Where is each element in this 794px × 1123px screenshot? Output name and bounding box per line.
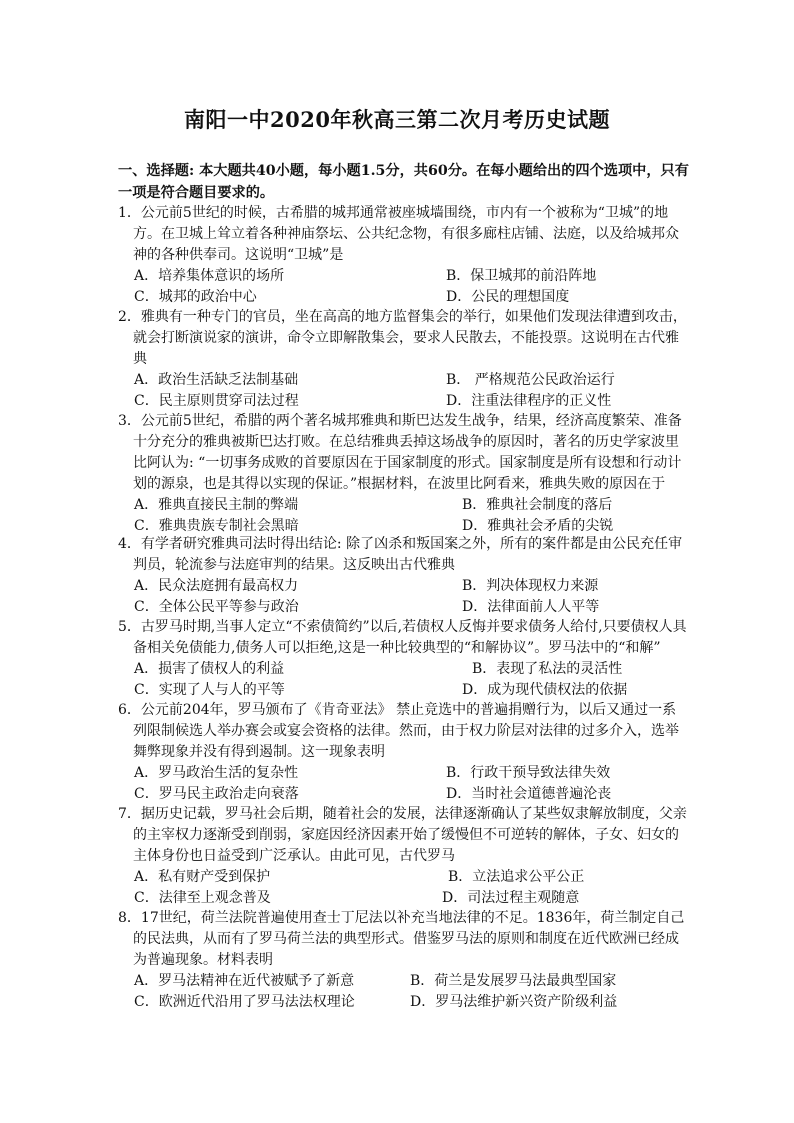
- question-8: [118, 908, 690, 1013]
- question-stem: 4．有学者研究雅典司法时得出结论: 除了凶杀和叛国案之外，所有的案件都是由公民充任审判员，轮流参与法庭审判的结果。这反映出古代雅典: [118, 536, 683, 573]
- option-b: B．表现了私法的灵活性: [472, 661, 623, 677]
- option-d: D．法律面前人人平等: [462, 599, 600, 615]
- option-b: B．保卫城邦的前沿阵地: [446, 268, 597, 284]
- option-a: A．罗马法精神在近代被赋予了新意: [134, 973, 355, 989]
- question-stem: 2．雅典有一种专门的官员，坐在高高的地方监督集会的举行，如果他们发现法律遭到攻击，就会打断演说家的演讲，命令立即解散集会，要求人民散去，不能投票。这说明在古代雅典: [118, 309, 687, 367]
- question-stem: 7．据历史记载，罗马社会后期，随着社会的发展，法律逐渐确认了某些奴隶解放制度，父亲的主宰权力逐渐受到削弱，家庭因经济因素开始了缓慢但不可逆转的解体，子女、妇女的主体身份也日益受到广泛承认。由此可见，古代罗马: [118, 806, 687, 864]
- option-d: D．当时社会道德普遍沦丧: [446, 786, 612, 802]
- question-7: [118, 804, 690, 909]
- options-row: [134, 867, 690, 888]
- option-a: A．培养集体意识的场所: [134, 268, 285, 284]
- options-row: [134, 888, 690, 909]
- option-c: C．城邦的政治中心: [134, 289, 257, 305]
- option-c: C．全体公民平等参与政治: [134, 599, 299, 615]
- question-6: [118, 700, 690, 805]
- option-c: C．雅典贵族专制社会黑暗: [134, 518, 299, 534]
- page-title: 南阳一中2020年秋高三第二次月考历史试题: [184, 107, 610, 132]
- option-c: C．欧洲近代沿用了罗马法法权理论: [134, 994, 355, 1010]
- option-a: A．政治生活缺乏法制基础: [134, 372, 299, 388]
- option-d: D．公民的理想国度: [446, 289, 570, 305]
- options-row: [134, 971, 690, 992]
- question-stem: 6．公元前204年，罗马颁布了《肯奇亚法》 禁止竞选中的普遍捐赠行为，以后又通过一系列限制候选人举办赛会或宴会资格的法律。然而，由于权力阶层对法律的过多介入，选举舞弊现象并没有得到遏制。这一现象表明: [118, 702, 679, 760]
- question-2: [118, 307, 690, 412]
- option-b: B．立法追求公平公正: [448, 869, 585, 885]
- options-row: [134, 763, 690, 784]
- option-c: C．民主原则贯穿司法过程: [134, 393, 299, 409]
- option-a: A．损害了债权人的利益: [134, 661, 285, 677]
- option-d: D．雅典社会矛盾的尖锐: [462, 518, 614, 534]
- options-row: [134, 659, 690, 680]
- option-d: D．注重法律程序的正义性: [446, 393, 612, 409]
- question-stem: 5．古罗马时期,当事人定立“不索债简约”以后,若债权人反悔并要求债务人给付,只要债权人具备相关免债能力,债务人可以拒绝,这是一种比较典型的“和解协议”。罗马法中的“和解”: [118, 619, 687, 656]
- options-row: [134, 391, 690, 412]
- option-b: B．行政干预导致法律失效: [446, 765, 611, 781]
- question-stem: 8．17世纪，荷兰法院普遍使用查士丁尼法以补充当地法律的不足。1836年，荷兰制定自己的民法典，从而有了罗马荷兰法的典型形式。借鉴罗马法的原则和制度在近代欧洲已经成为普遍现象。材料表明: [118, 910, 685, 968]
- question-5: [118, 617, 690, 701]
- option-d: D．罗马法维护新兴资产阶级利益: [410, 994, 618, 1010]
- question-stem: 1．公元前5世纪的时候，古希腊的城邦通常被座城墙围绕，市内有一个被称为“卫城”的地方。在卫城上耸立着各种神庙祭坛、公共纪念物，有很多廊柱店铺、法庭，以及给城邦众神的各种供奉司。这说明“卫城”是: [118, 205, 679, 263]
- option-d: D．司法过程主观随意: [442, 890, 580, 906]
- option-b: B．雅典社会制度的落后: [462, 497, 613, 513]
- options-row: [134, 597, 690, 618]
- options-row: [134, 992, 690, 1013]
- option-c: C．实现了人与人的平等: [134, 682, 285, 698]
- question-4: [118, 534, 690, 618]
- question-3: [118, 411, 690, 537]
- options-row: [134, 680, 690, 701]
- option-b: B．荷兰是发展罗马法最典型国家: [410, 973, 617, 989]
- option-c: C．罗马民主政治走向衰落: [134, 786, 299, 802]
- options-row: [134, 495, 690, 516]
- options-row: [134, 287, 690, 308]
- section-header: 一、选择题: 本大题共40小题，每小题1.5分，共60分。在每小题给出的四个选项中，只有一项是符合题目要求的。: [118, 163, 689, 201]
- options-row: [134, 784, 690, 805]
- option-a: A．雅典直接民主制的弊端: [134, 497, 299, 513]
- options-row: [134, 370, 690, 391]
- option-a: A．私有财产受到保护: [134, 869, 271, 885]
- option-b: B． 严格规范公民政治运行: [446, 372, 615, 388]
- question-1: [118, 203, 690, 308]
- options-row: [134, 266, 690, 287]
- option-c: C．法律至上观念普及: [134, 890, 271, 906]
- option-a: A．民众法庭拥有最高权力: [134, 578, 299, 594]
- option-b: B．判决体现权力来源: [462, 578, 599, 594]
- question-stem: 3．公元前5世纪，希腊的两个著名城邦雅典和斯巴达发生战争，结果，经济高度繁荣、准备十分充分的雅典被斯巴达打败。在总结雅典丢掉这场战争的原因时，著名的历史学家波里比阿认为: “一切事务成败的首要原因在于国家制度的形式。国家制度是所有设想和行动计划的源泉，也是其得以实现的保证。”根据材料，在波里比阿看来，雅典失败的原因在于: [118, 413, 682, 492]
- option-a: A．罗马政治生活的复杂性: [134, 765, 299, 781]
- options-row: [134, 576, 690, 597]
- option-d: D．成为现代债权法的依据: [462, 682, 628, 698]
